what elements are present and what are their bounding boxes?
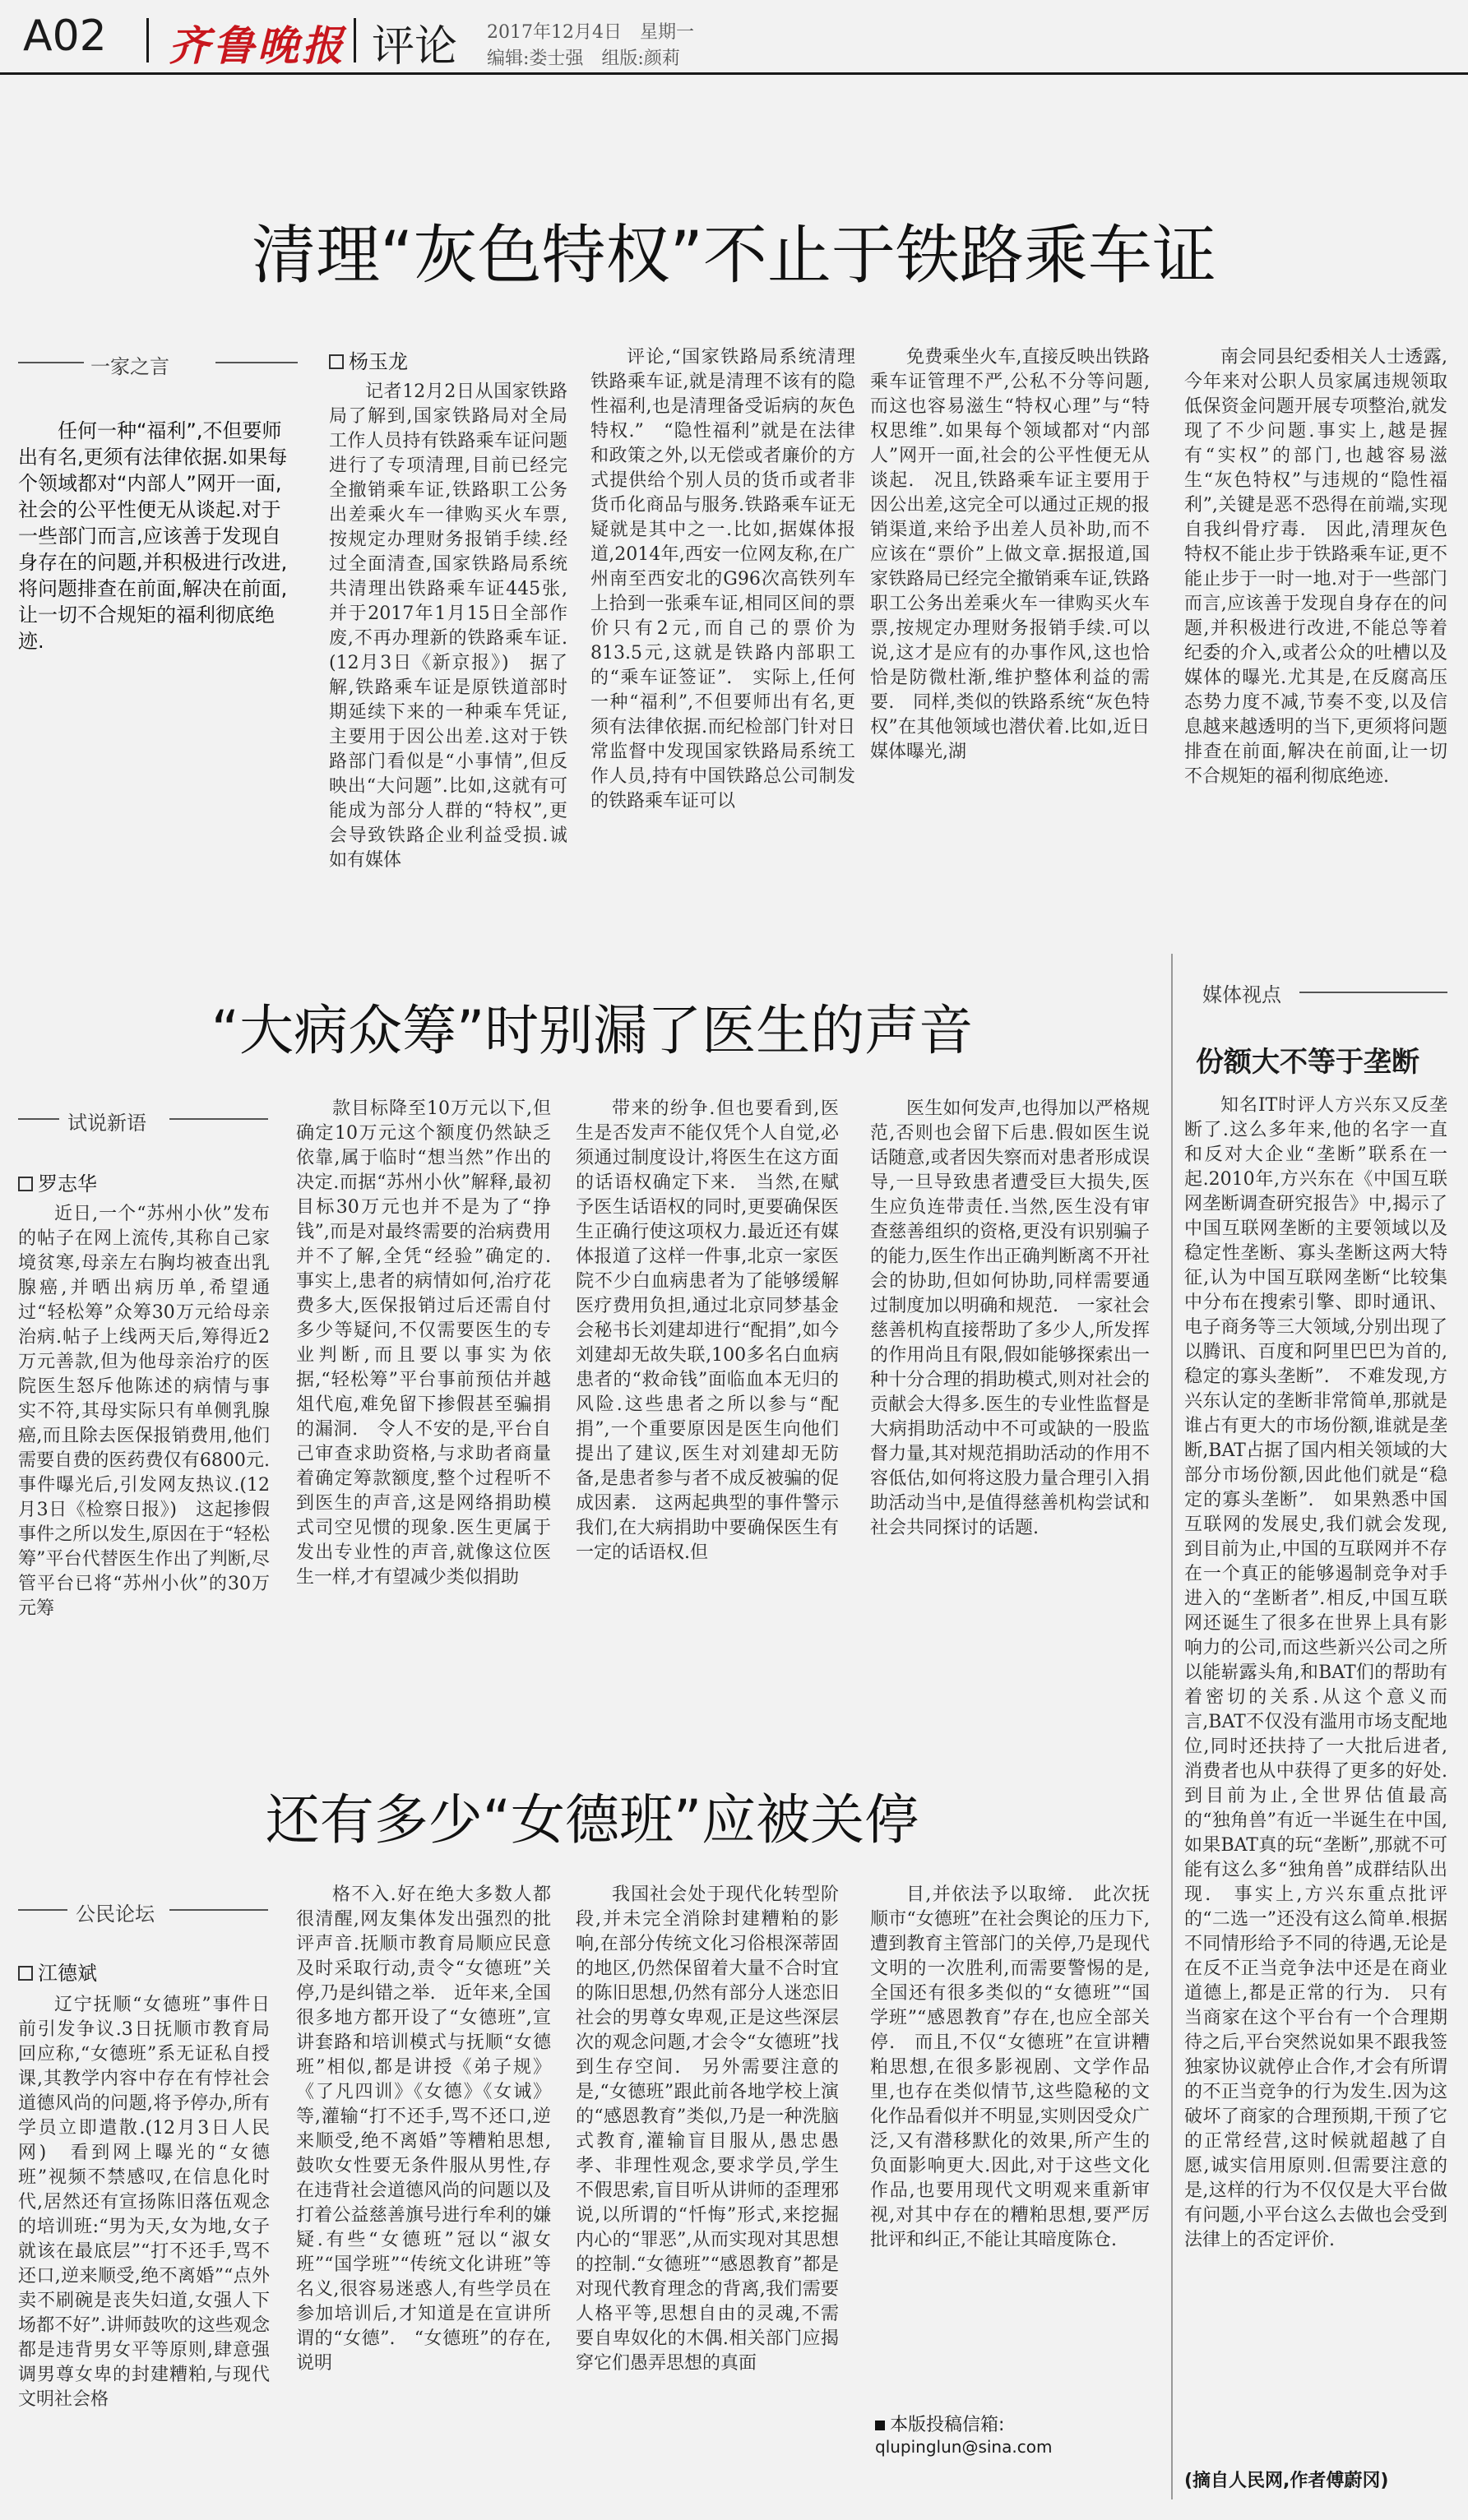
issue-date: 2017年12月4日 星期一 [487, 22, 694, 43]
column-label-rule [18, 362, 84, 363]
column-label-rule [1299, 992, 1447, 993]
article-1-column-2: 评论,“国家铁路局系统清理铁路乘车证,就是清理不该有的隐性福利,也是清理备受诟病的灰色特权.” “隐性福利”就是在法律和政策之外,以无偿或者廉价的方式提供给个别人员的货币或者非货币化商品与服务.铁路乘车证无疑就是其中之一.比如,据媒体报道,2014年,西安一位网友称,在广州南至西安北的G96次高铁列车上拾到一张乘车证,相同区间的票价只有2元,而自己的票价为813.5元,这就是铁路内部职工的“乘车证签证”. 实际上,任何一种“福利”,不但要师出有名,更须有法律依据.而纪检部门针对日常监督中发现国家铁路局系统工作人员,持有中国铁路总公司制发的铁路乘车证可以 [590, 347, 855, 811]
article-3-column-2: 格不入.好在绝大多数人都很清醒,网友集体发出强烈的批评声音.抚顺市教育局顺应民意及时采取行动,责令“女德班”关停,乃是纠错之举. 近年来,全国很多地方都开设了“女德班”,宣讲套路和培训模式与抚顺“女德班”相似,都是讲授《弟子规》《了凡四训》《女德》《女诫》等,灌输“打不还手,骂不还口,逆来顺受,绝不离婚”等糟粕思想,鼓吹女性要无条件服从男性,存在违背社会道德风尚的问题以及打着公益慈善旗号进行牟利的嫌疑.有些“女德班”冠以“淑女班”“国学班”“传统文化讲班”等名义,很容易迷惑人,有些学员在参加培训后,才知道是在宣讲所谓的“女德”. “女德班”的存在,说明 [296, 1884, 551, 2374]
article-2-column-2: 款目标降至10万元以下,但确定10万元这个额度仍然缺乏依靠,属于临时“想当然”作出的决定.而据“苏州小伙”解释,最初目标30万元也并不是为了“挣钱”,而是对最终需要的治病费用并不了解,全凭“经验”确定的. 事实上,患者的病情如何,治疗花费多大,医保报销过后还需自付多少等疑问,不仅需要医生的专业判断,而且要以事实为依据,“轻松筹”平台事前预估并越俎代庖,难免留下掺假甚至骗捐的漏洞. 令人不安的是,平台自己审查求助资格,与求助者商量着确定筹款额度,整个过程听不到医生的声音,这是网络捐助模式司空见惯的现象.医生更属于发出专业性的声音,就像这位医生一样,才有望减少类似捐助 [296, 1098, 570, 1588]
sidebar-title: 份额大不等于垄断 [1196, 1046, 1419, 1079]
article-3-column-1: 辽宁抚顺“女德班”事件日前引发争议.3日抚顺市教育局回应称,“女德班”系无证私自授课,其教学内容中存在有悖社会道德风尚的问题,将予停办,所有学员立即遣散.(12月3日人民网) 看到网上曝光的“女德班”视频不禁感叹,在信息化时代,居然还有宣扬陈旧落伍观念的培训班:“男为天,女为地,女子就该在最底层”“打不还手,骂不还口,逆来顺受,绝不离婚”“点外卖不刷碗是丧失妇道,女强人下场都不好”.讲师鼓吹的这些观念都是违背男女平等原则,肆意强调男尊女卑的封建糟粕,与现代文明社会格 [18, 1995, 270, 2410]
article-3-byline: 江德斌 [18, 1957, 97, 1986]
article-1-column-3: 免费乘坐火车,直接反映出铁路乘车证管理不严,公私不分等问题,而这也容易滋生“特权心理”与“特权思维”.如果每个领域都对“内部人”网开一面,社会的公平性便无从谈起. 况且,铁路乘车证主要用于因公出差,这完全可以通过正规的报销渠道,来给予出差人员补助,而不应该在“票价”上做文章.据报道,国家铁路局已经完全撤销乘车证,铁路职工公务出差乘火车一律购买火车票,按规定办理财务报销手续.可以说,这才是应有的办事作风,这也恰恰是防微杜渐,维护整体利益的需要. 同样,类似的铁路系统“灰色特权”在其他领域也潜伏着.比如,近日媒体曝光,湖 [870, 347, 1150, 762]
column-label-rule [169, 1118, 268, 1120]
sidebar-body: 知名IT时评人方兴东又反垄断了.这么多年来,他的名字一直和反对大企业“垄断”联系在一起.2010年,方兴东在《中国互联网垄断调查研究报告》中,揭示了中国互联网垄断的主要领域以及稳定性垄断、寡头垄断这两大特征,认为中国互联网垄断“比较集中分布在搜索引擎、即时通讯、电子商务等三大领域,分别出现了以腾讯、百度和阿里巴巴为首的,稳定的寡头垄断”. 不难发现,方兴东认定的垄断非常简单,那就是谁占有更大的市场份额,谁就是垄断,BAT占据了国内相关领域的大部分市场份额,因此他们就是“稳定的寡头垄断”. 如果熟悉中国互联网的发展史,我们就会发现,到目前为止,中国的互联网并不存在一个真正的能够遏制竞争对手进入的“垄断者”.相反,中国互联网还诞生了很多在世界上具有影响力的公司,而这些新兴公司之所以能崭露头角,和BAT们的帮助有着密切的关系.从这个意义而言,BAT不仅没有滥用市场支配地位,同时还扶持了一大批后进者,消费者也从中获得了更多的好处.到目前为止,全世界估值最高的“独角兽”有近一半诞生在中国,如果BAT真的玩“垄断”,那就不可能有这么多“独角兽”成群结队出现. 事实上,方兴东重点批评的“二选一”还没有这么简单.根据不同情形给予不同的待遇,无论是在反不正当竞争法中还是在商业道德上,都是正常的行为. 只有当商家在这个平台有一个合理期待之后,平台突然说如果不跟我签独家协议就停止合作,才会有所谓的不正当竞争的行为发生.因为这破坏了商家的合理预期,干预了它的正常经营,这时候就超越了自愿,诚实信用原则.但需要注意的是,这样的行为不仅仅是大平台做有问题,小平台这么去做也会受到法律上的否定评价. [1184, 1095, 1447, 2250]
article-1-byline: 杨玉龙 [329, 345, 408, 374]
header-rule [0, 72, 1468, 75]
masthead-logo: 齐鲁晚报 [169, 21, 346, 70]
sidebar-source: (摘自人民网,作者傅蔚冈) [1184, 2471, 1389, 2491]
section-title: 评论 [372, 22, 458, 72]
header-divider [354, 18, 356, 62]
column-label-rule [18, 1909, 67, 1911]
sidebar-divider [1171, 954, 1173, 2499]
submission-email[interactable]: qlupinglun@sina.com [875, 2437, 1053, 2457]
article-2-title: “大病众筹”时别漏了医生的声音 [211, 999, 974, 1062]
submission-label [875, 2411, 1004, 2436]
article-3-title: 还有多少“女德班”应被关停 [265, 1788, 919, 1852]
submission-label-text: 本版投稿信箱: [890, 2415, 1005, 2435]
article-2-column-label: 试说新语 [67, 1112, 146, 1135]
square-bullet-icon [875, 2421, 885, 2430]
article-3-column-label: 公民论坛 [76, 1903, 155, 1926]
article-3-column-3: 我国社会处于现代化转型阶段,并未完全消除封建糟粕的影响,在部分传统文化习俗根深蒂固的地区,仍然保留着大量不合时宜的陈旧思想,仍然有部分人迷恋旧社会的男尊女卑观,正是这些深层次的观念问题,才会令“女德班”找到生存空间. 另外需要注意的是,“女德班”跟此前各地学校上演的“感恩教育”类似,乃是一种洗脑式教育,灌输盲目服从,愚忠愚孝、非理性观念,要求学员,学生不假思索,盲目听从讲师的歪理邪说,以所谓的“忏悔”形式,来挖掘内心的“罪恶”,从而实现对其思想的控制.“女德班”“感恩教育”都是对现代教育理念的背离,我们需要人格平等,思想自由的灵魂,不需要自卑奴化的木偶.相关部门应揭穿它们愚弄思想的真面 [576, 1884, 839, 2374]
article-2-column-3: 带来的纷争.但也要看到,医生是否发声不能仅凭个人自觉,必须通过制度设计,将医生在这方面的话语权确定下来. 当然,在赋予医生话语权的同时,更要确保医生正确行使这项权力.最近还有媒体报道了这样一件事,北京一家医院不少白血病患者为了能够缓解医疗费用负担,通过北京同梦基金会秘书长刘建却进行“配捐”,如今刘建却无故失联,100多名白血病患者的“救命钱”面临血本无归的风险.这些患者之所以参与“配捐”,一个重要原因是医生向他们提出了建议,医生对刘建却无防备,是患者参与者不成反被骗的促成因素. 这两起典型的事件警示我们,在大病捐助中要确保医生有一定的话语权.但 [576, 1098, 839, 1563]
sidebar-column-label: 媒体视点 [1202, 983, 1281, 1006]
article-1-column-label: 一家之言 [90, 355, 169, 378]
header-divider [146, 18, 149, 62]
article-1-preface: 任何一种“福利”,不但要师出有名,更须有法律依据.如果每个领域都对“内部人”网开一面,社会的公平性便无从谈起.对于一些部门而言,应该善于发现自身存在的问题,并积极进行改进,将问题排查在前面,解决在前面,让一切不合规矩的福利彻底绝迹. [18, 419, 288, 653]
article-1-column-1: 记者12月2日从国家铁路局了解到,国家铁路局对全局工作人员持有铁路乘车证问题进行了专项清理,目前已经完全撤销乘车证,铁路职工公务出差乘火车一律购买火车票,按规定办理财务报销手续.经过全面清查,国家铁路局系统共清理出铁路乘车证445张,并于2017年1月15日全部作废,不再办理新的铁路乘车证.(12月3日《新京报》) 据了解,铁路乘车证是原铁道部时期延续下来的一种乘车凭证,主要用于因公出差.这对于铁路部门看似是“小事情”,但反映出“大问题”.比如,这就有可能成为部分人群的“特权”,更会导致铁路企业利益受损.诚如有媒体 [329, 381, 567, 871]
article-3-column-4: 目,并依法予以取缔. 此次抚顺市“女德班”在社会舆论的压力下,遭到教育主管部门的关停,乃是现代文明的一次胜利,而需要警惕的是,全国还有很多类似的“女德班”“国学班”“感恩教育”存在,也应全部关停. 而且,不仅“女德班”在宣讲糟粕思想,在很多影视剧、文学作品里,也存在类似情节,这些隐秘的文化作品看似并不明显,实则因受众广泛,又有潜移默化的效果,所产生的负面影响更大.因此,对于这些文化作品,也要用现代文明观来重新审视,对其中存在的糟粕思想,要严厉批评和纠正,不能让其暗度陈仓. [870, 1884, 1150, 2250]
page-number: A02 [23, 12, 107, 61]
column-label-rule [18, 1118, 59, 1120]
article-2-byline: 罗志华 [18, 1168, 97, 1196]
column-label-rule [215, 362, 298, 363]
article-1-column-4: 南会同县纪委相关人士透露,今年来对公职人员家属违规领取低保资金问题开展专项整治,就发现了不少问题.事实上,越是握有“实权”的部门,也越容易滋生“灰色特权”与违规的“隐性福利”,关键是恶不恐得在前端,实现自我纠骨疗毒. 因此,清理灰色特权不能止步于铁路乘车证,更不能止步于一时一地.对于一些部门而言,应该善于发现自身存在的问题,并积极进行改进,不能总等着纪委的介入,或者公众的吐槽以及媒体的曝光.尤其是,在反腐高压态势力度不减,节奏不变,以及信息越来越透明的当下,更须将问题排查在前面,解决在前面,让一切不合规矩的福利彻底绝迹. [1184, 347, 1447, 787]
article-2-column-4: 医生如何发声,也得加以严格规范,否则也会留下后患.假如医生说话随意,或者因失察而对患者形成误导,一旦导致患者遭受巨大损失,医生应负连带责任.当然,医生没有审查慈善组织的资格,更没有识别骗子的能力,医生作出正确判断离不开社会的协助,但如何协助,同样需要通过制度加以明确和规范. 一家社会慈善机构直接帮助了多少人,所发挥的作用尚且有限,假如能够探索出一种十分合理的捐助模式,则对社会的贡献会大得多.医生的专业性监督是大病捐助活动中不可或缺的一股监督力量,其对规范捐助活动的作用不容低估,如何将这股力量合理引入捐助活动当中,是值得慈善机构尝试和社会共同探讨的话题. [870, 1098, 1150, 1538]
article-1-title: 清理“灰色特权”不止于铁路乘车证 [252, 219, 1216, 293]
article-2-column-1: 近日,一个“苏州小伙”发布的帖子在网上流传,其称自己家境贫寒,母亲左右胸均被查出乳腺癌,并晒出病历单,希望通过“轻松筹”众筹30万元给母亲治病.帖子上线两天后,筹得近2万元善款,但为他母亲治疗的医院医生怒斥他陈述的病情与事实不符,其母实际只有单侧乳腺癌,而且除去医保报销费用,他们需要自费的医药费仅有6800元.事件曝光后,引发网友热议.(12月3日《检察日报》) 这起掺假事件之所以发生,原因在于“轻松筹”平台代替医生作出了判断,尽管平台已将“苏州小伙”的30万元筹 [18, 1204, 270, 1619]
editor-credit: 编辑:娄士强 组版:颜莉 [487, 49, 680, 69]
column-label-rule [169, 1909, 268, 1911]
